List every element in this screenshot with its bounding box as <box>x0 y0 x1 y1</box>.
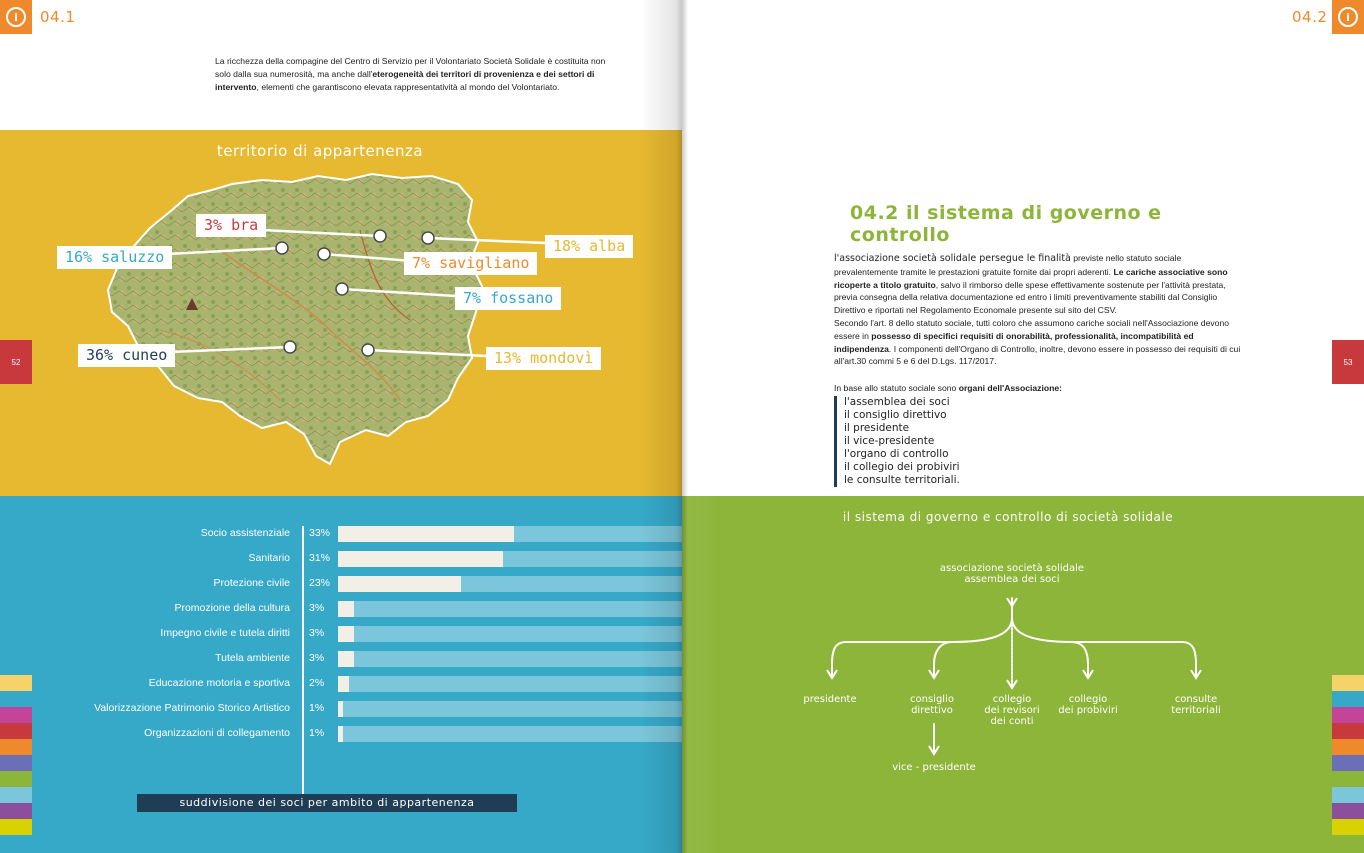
bar-percent: 2% <box>309 677 325 689</box>
bar-percent: 31% <box>309 552 331 564</box>
territory-title: territorio di appartenenza <box>216 142 424 160</box>
callout-bra: 3% bra <box>196 214 266 237</box>
node-collegio-probiviri: collegio dei probiviri <box>1058 694 1118 716</box>
bar-row <box>0 601 682 617</box>
bar-label: Valorizzazione Patrimonio Storico Artistico <box>94 702 290 714</box>
color-swatch <box>1332 787 1364 803</box>
bar-row <box>0 676 682 692</box>
bar-fill <box>338 526 514 542</box>
color-swatch <box>1332 723 1364 739</box>
root-node: associazione società solidale assemblea dei soci <box>939 563 1085 585</box>
bar-track <box>338 626 682 642</box>
list-item: l'organo di controllo <box>834 448 960 461</box>
bar-label: Educazione motoria e sportiva <box>148 677 290 689</box>
bar-label: Impegno civile e tutela diritti <box>160 627 290 639</box>
intro-paragraph: La ricchezza della compagine del Centro di Servizio per il Volontariato Società Solidale è costituita non solo dalla sua numerosità, ma anche dall'eterogeneità dei territori di provenienza e dei settori di intervento, elementi che garantiscono elevata rappresentatività al mondo del Volontariato. <box>215 56 606 92</box>
bar-row <box>0 551 682 567</box>
bar-track <box>338 701 682 717</box>
bar-row <box>0 526 682 542</box>
bar-percent: 1% <box>309 702 325 714</box>
section-number-right: 04.2 <box>1292 8 1328 26</box>
callout-mondovi: 13% mondovì <box>486 347 601 370</box>
list-item: il collegio dei probiviri <box>834 461 960 474</box>
bar-percent: 3% <box>309 627 325 639</box>
bar-label: Organizzazioni di collegamento <box>144 727 290 739</box>
bar-label: Sanitario <box>248 552 290 564</box>
bar-track <box>338 551 682 567</box>
info-icon: i <box>6 7 26 27</box>
list-item: il presidente <box>834 422 960 435</box>
bar-percent: 23% <box>309 577 331 589</box>
bar-row <box>0 651 682 667</box>
color-swatch <box>0 771 32 787</box>
bar-fill <box>338 651 354 667</box>
bar-fill <box>338 726 343 742</box>
callout-savigliano: 7% savigliano <box>404 252 537 275</box>
list-item: il consiglio direttivo <box>834 409 960 422</box>
bar-track <box>338 676 682 692</box>
diagram-title: il sistema di governo e controllo di società solidale <box>842 510 1174 524</box>
list-item: le consulte territoriali. <box>834 474 960 487</box>
color-swatch <box>0 819 32 835</box>
callout-cuneo: 36% cuneo <box>78 344 175 367</box>
bar-row <box>0 576 682 592</box>
callout-alba: 18% alba <box>545 235 633 258</box>
bar-row <box>0 701 682 717</box>
bar-track <box>338 651 682 667</box>
bar-label: Tutela ambiente <box>215 652 290 664</box>
diagram-connectors <box>682 496 1364 853</box>
chart-axis-line <box>302 526 304 808</box>
info-icon: i <box>1338 7 1358 27</box>
membership-sector-chart <box>0 496 682 853</box>
bar-fill <box>338 601 354 617</box>
bar-row <box>0 626 682 642</box>
right-page <box>682 0 1364 853</box>
bar-row <box>0 726 682 742</box>
page-number-tab: 52 <box>0 340 32 384</box>
color-swatch <box>0 787 32 803</box>
bar-fill <box>338 626 354 642</box>
color-swatch <box>0 707 32 723</box>
list-item: l'assemblea dei soci <box>834 396 960 409</box>
color-swatch <box>0 755 32 771</box>
info-tab <box>0 0 32 34</box>
color-swatch <box>1332 755 1364 771</box>
color-swatch <box>0 739 32 755</box>
node-vice-presidente: vice - presidente <box>892 762 976 773</box>
territory-section <box>0 130 682 496</box>
organs-intro: In base allo statuto sociale sono organi dell'Associazione: <box>834 383 1062 393</box>
chart-caption: suddivisione dei soci per ambito di appartenenza <box>137 794 517 812</box>
bar-fill <box>338 576 461 592</box>
section-title: 04.2 il sistema di governo e controllo <box>850 202 1162 246</box>
body-paragraph-1: l'associazione società solidale persegue le finalità previste nello statuto sociale prevalentemente tramite le prestazioni gratuite fornite dai propri aderenti. Le cariche associative sono ricoperte a titolo gratuito, salvo il rimborso delle spese effettivamente sostenute per l'attività prestata, previa consegna della relativa documentazione ed entro i limiti preventivamente stabiliti dal Consiglio Direttivo e riportati nel Regolamento Economale presente sul sito del CSV. <box>834 253 1228 316</box>
bar-percent: 3% <box>309 652 325 664</box>
organs-list <box>834 396 960 487</box>
info-tab-right <box>1332 0 1364 34</box>
color-swatch <box>0 691 32 707</box>
color-swatch <box>1332 675 1364 691</box>
color-swatches-right <box>1332 675 1364 835</box>
bar-label: Promozione della cultura <box>174 602 290 614</box>
color-swatch <box>1332 707 1364 723</box>
color-swatch <box>1332 691 1364 707</box>
node-presidente: presidente <box>803 694 857 705</box>
color-swatches-left <box>0 675 32 835</box>
color-swatch <box>0 803 32 819</box>
bar-percent: 33% <box>309 527 331 539</box>
bar-track <box>338 726 682 742</box>
node-consulte-territoriali: consulte territoriali <box>1171 694 1221 716</box>
page-number-tab-right: 53 <box>1332 340 1364 384</box>
cuneo-province-map <box>0 130 682 496</box>
node-collegio-revisori: collegio dei revisori dei conti <box>984 694 1040 727</box>
callout-fossano: 7% fossano <box>455 287 561 310</box>
body-text <box>834 252 1242 368</box>
bar-fill <box>338 701 343 717</box>
bar-label: Socio assistenziale <box>200 527 290 539</box>
bar-fill <box>338 676 349 692</box>
bar-track <box>338 576 682 592</box>
callout-saluzzo: 16% saluzzo <box>57 246 172 269</box>
list-item: il vice-presidente <box>834 435 960 448</box>
bar-fill <box>338 551 503 567</box>
color-swatch <box>0 675 32 691</box>
bar-track <box>338 601 682 617</box>
bar-track <box>338 526 682 542</box>
bar-label: Protezione civile <box>213 577 290 589</box>
color-swatch <box>0 723 32 739</box>
color-swatch <box>1332 803 1364 819</box>
section-number: 04.1 <box>40 8 76 26</box>
color-swatch <box>1332 819 1364 835</box>
node-consiglio-direttivo: consiglio direttivo <box>910 694 954 716</box>
bar-percent: 3% <box>309 602 325 614</box>
bar-percent: 1% <box>309 727 325 739</box>
color-swatch <box>1332 771 1364 787</box>
color-swatch <box>1332 739 1364 755</box>
body-paragraph-2: Secondo l'art. 8 dello statuto sociale, tutti coloro che assumono cariche sociali nell'Associazione devono essere in possesso di specifici requisiti di onorabilità, professionalità, incompatibilità ed indipendenza. I componenti dell'Organo di Controllo, inoltre, devono essere in possesso dei requisiti di cui all'art.30 commi 5 e 6 del D.Lgs. 117/2017. <box>834 317 1241 367</box>
governance-diagram <box>682 496 1364 853</box>
